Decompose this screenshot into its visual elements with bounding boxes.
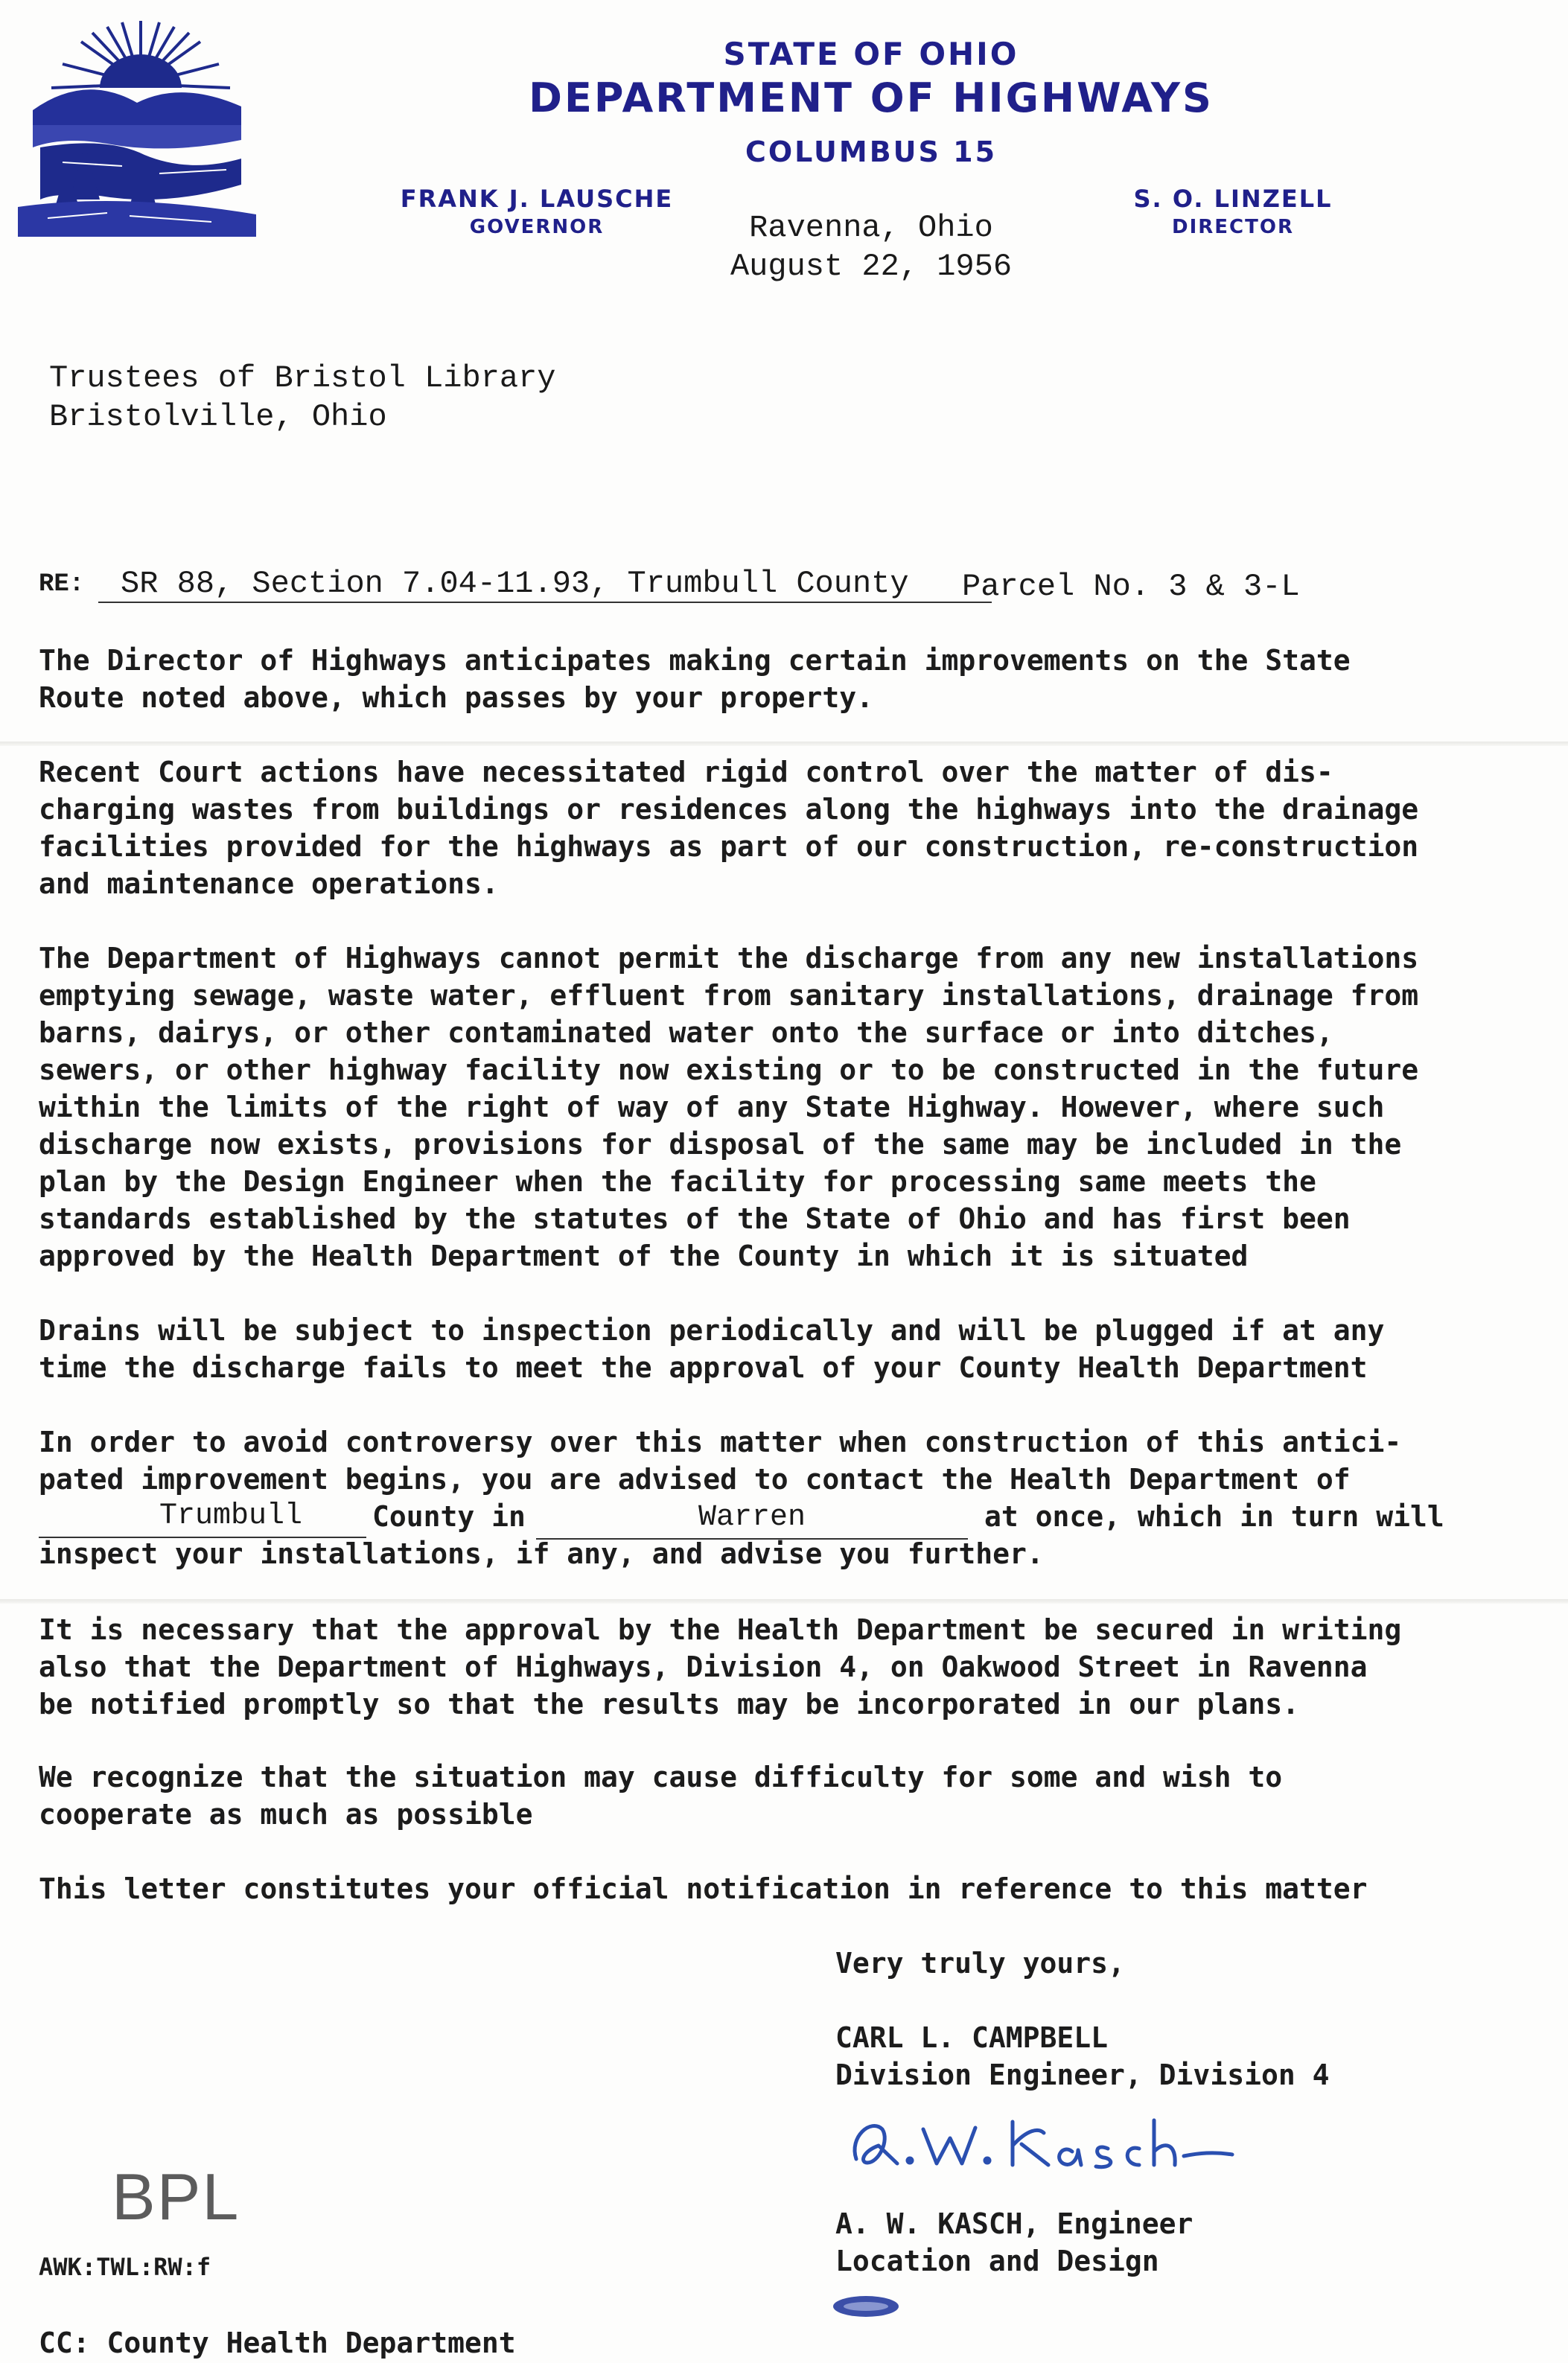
letterhead-governor-name: FRANK J. LAUSCHE (400, 185, 674, 213)
paragraph-3-line-7: plan by the Design Engineer when the facility for processing same meets the (39, 1165, 1316, 1198)
closing-salutation: Very truly yours, (835, 1947, 1125, 1980)
letterhead-director-title: DIRECTOR (1172, 216, 1294, 238)
paper-fold (0, 742, 1568, 746)
paragraph-7-line-1: We recognize that the situation may cause difficulty for some and wish to (39, 1761, 1283, 1793)
re-underline (98, 602, 992, 603)
paragraph-3-line-4: sewers, or other highway facility now existing or to be constructed in the future (39, 1053, 1419, 1086)
paragraph-3-line-1: The Department of Highways cannot permit the discharge from any new installations (39, 942, 1419, 975)
paragraph-1-line-2: Route noted above, which passes by your property. (39, 681, 874, 714)
county-blank-value: Trumbull (159, 1499, 303, 1533)
bpl-watermark: BPL (112, 2160, 240, 2233)
signer-1-name: CARL L. CAMPBELL (835, 2021, 1109, 2054)
handwritten-signature (826, 2099, 1243, 2181)
ohio-seal-logo (18, 13, 256, 237)
re-line (39, 566, 1416, 610)
paragraph-5-line-4: inspect your installations, if any, and advise you further. (39, 1537, 1044, 1570)
paragraph-3-line-6: discharge now exists, provisions for disposal of the same may be included in the (39, 1128, 1402, 1161)
paragraph-6-line-1: It is necessary that the approval by the Health Department be secured in writing (39, 1613, 1402, 1646)
re-subject: SR 88, Section 7.04-11.93, Trumbull County (121, 566, 909, 602)
letterhead-governor-title: GOVERNOR (469, 216, 605, 238)
recipient-line-1: Trustees of Bristol Library (49, 360, 556, 396)
letterhead-city: COLUMBUS 15 (745, 135, 998, 168)
paragraph-5-county-in: County in (372, 1500, 526, 1533)
paragraph-4-line-2: time the discharge fails to meet the approval of your County Health Department (39, 1351, 1368, 1384)
letterhead-department: DEPARTMENT OF HIGHWAYS (529, 74, 1214, 121)
signer-2-title: Location and Design (835, 2245, 1159, 2277)
letter-date: August 22, 1956 (730, 249, 1013, 284)
typist-initials: AWK:TWL:RW:f (39, 2253, 211, 2281)
letterhead-director-name: S. O. LINZELL (1133, 185, 1333, 213)
paragraph-2-line-2: charging wastes from buildings or residences along the highways into the drainage (39, 793, 1419, 826)
paragraph-2-line-4: and maintenance operations. (39, 867, 499, 900)
signer-2-name: A. W. KASCH, Engineer (835, 2207, 1193, 2240)
paragraph-2-line-3: facilities provided for the highways as part of our construction, re-construction (39, 830, 1419, 863)
letter-place: Ravenna, Ohio (749, 210, 993, 246)
paragraph-3-line-9: approved by the Health Department of the County in which it is situated (39, 1240, 1249, 1272)
paragraph-1-line-1: The Director of Highways anticipates making certain improvements on the State (39, 644, 1351, 677)
paragraph-7-line-2: cooperate as much as possible (39, 1798, 533, 1831)
ink-stamp-mark (831, 2292, 901, 2321)
re-label: RE: (39, 570, 85, 599)
re-parcel: Parcel No. 3 & 3-L (962, 569, 1300, 605)
paragraph-4-line-1: Drains will be subject to inspection periodically and will be plugged if at any (39, 1314, 1385, 1347)
paragraph-3-line-3: barns, dairys, or other contaminated water onto the surface or into ditches, (39, 1016, 1333, 1049)
paragraph-2-line-1: Recent Court actions have necessitated rigid control over the matter of dis- (39, 756, 1333, 788)
paragraph-3-line-2: emptying sewage, waste water, effluent from sanitary installations, drainage from (39, 979, 1419, 1012)
signer-1-title: Division Engineer, Division 4 (835, 2059, 1330, 2091)
paragraph-5-line-2: pated improvement begins, you are advised to contact the Health Department of (39, 1463, 1351, 1496)
letterhead-state: STATE OF OHIO (723, 36, 1019, 72)
paragraph-5-line-3-end: at once, which in turn will (984, 1500, 1444, 1533)
paper-fold (0, 1599, 1568, 1604)
paragraph-8-line-1: This letter constitutes your official notification in reference to this matter (39, 1872, 1368, 1905)
carbon-copy-line: CC: County Health Department (39, 2327, 516, 2359)
paragraph-3-line-8: standards established by the statutes of the State of Ohio and has first been (39, 1202, 1351, 1235)
recipient-line-2: Bristolville, Ohio (49, 399, 387, 435)
paragraph-3-line-5: within the limits of the right of way of any State Highway. However, where such (39, 1091, 1385, 1123)
paragraph-6-line-2: also that the Department of Highways, Division 4, on Oakwood Street in Ravenna (39, 1651, 1368, 1683)
city-blank-value: Warren (698, 1501, 806, 1534)
paragraph-6-line-3: be notified promptly so that the results may be incorporated in our plans. (39, 1688, 1299, 1721)
paragraph-5-line-1: In order to avoid controversy over this matter when construction of this antici- (39, 1426, 1402, 1458)
